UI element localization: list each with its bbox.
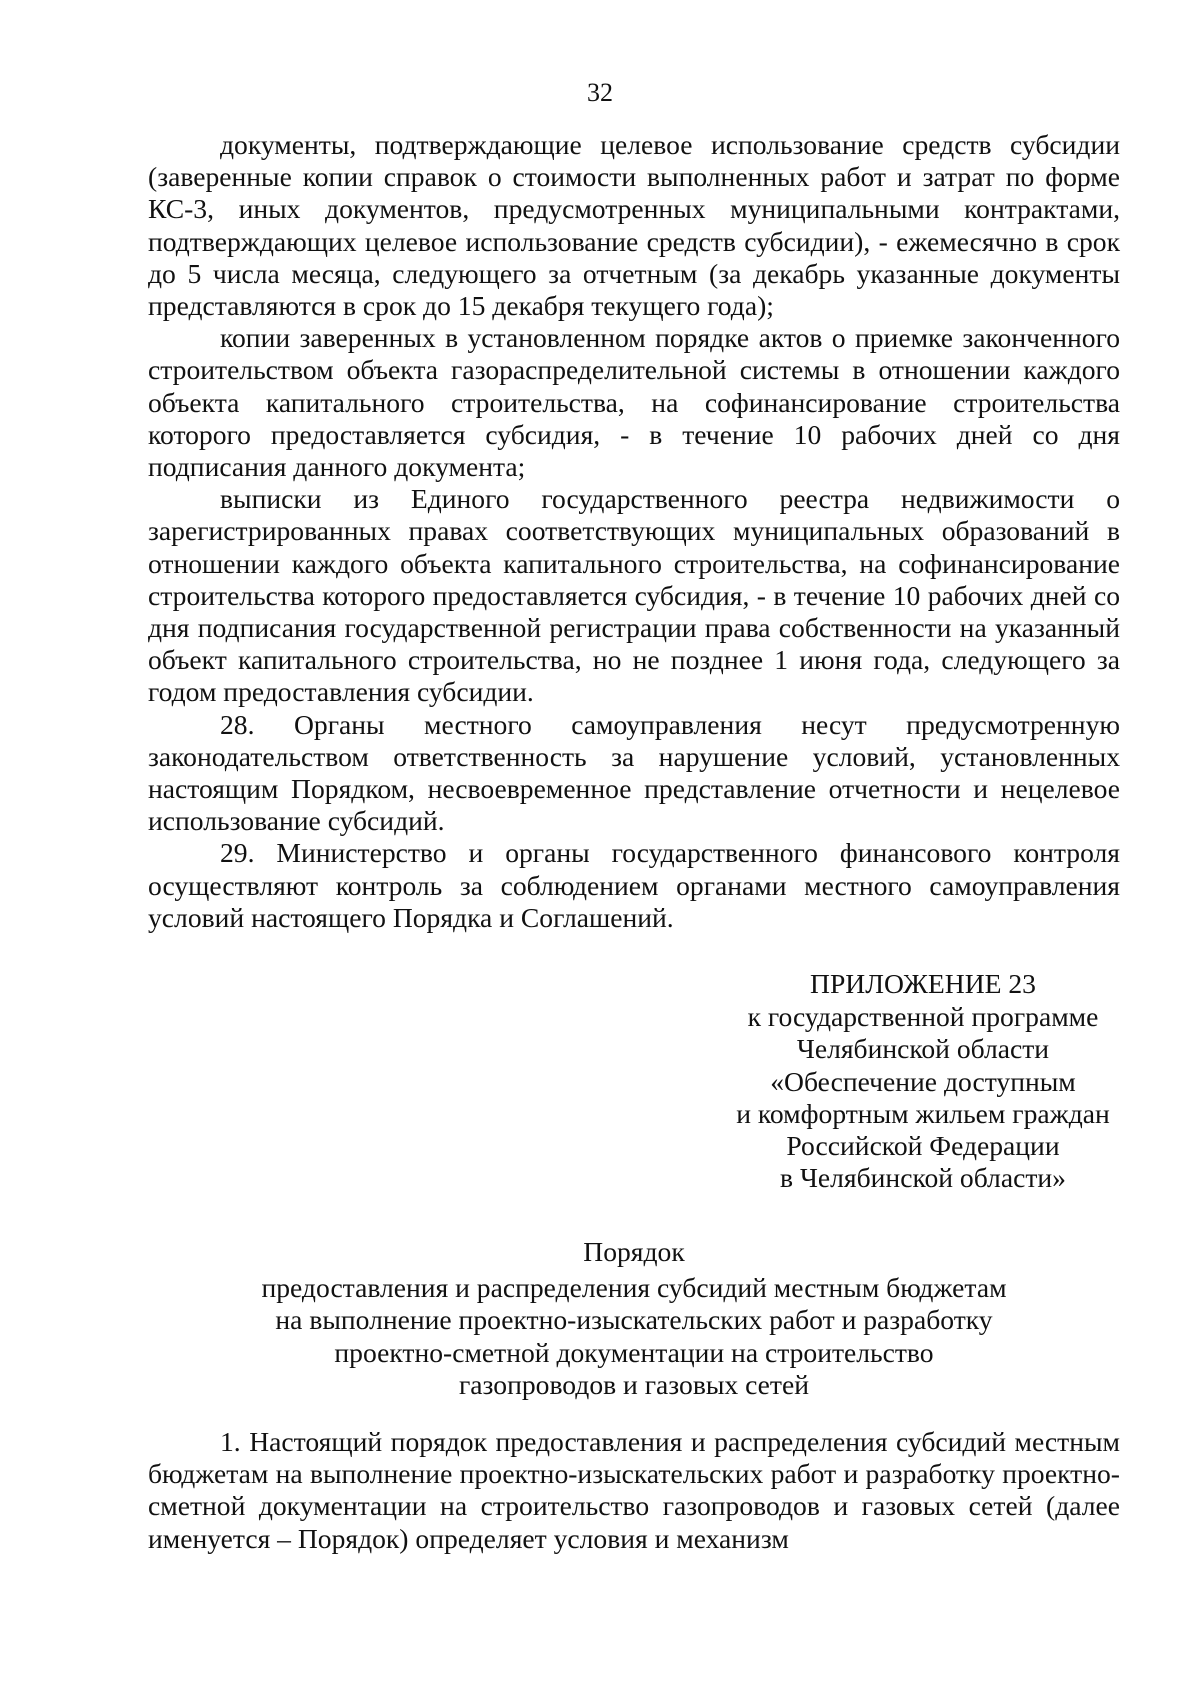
final-text xyxy=(148,1426,1120,1555)
order-title-line: предоставления и распределения субсидий местным бюджетам xyxy=(261,1272,1007,1304)
paragraph-1: 1. Настоящий порядок предоставления и распределения субсидий местным бюджетам на выполнение проектно-изыскательских работ и разработку проектно-сметной документации на строительство газопроводов и газовых сетей (далее именуется – Порядок) определяет условия и механизм xyxy=(148,1426,1120,1554)
order-heading: Порядок xyxy=(583,1236,685,1267)
page-number: 32 xyxy=(587,78,613,107)
appendix-line: Челябинской области xyxy=(796,1033,1050,1065)
appendix-line: и комфортным жильем граждан xyxy=(736,1097,1110,1129)
appendix-line: к государственной программе xyxy=(747,1001,1099,1033)
appendix-line: в Челябинской области» xyxy=(780,1162,1066,1194)
paragraph-28: 28. Органы местного самоуправления несут предусмотренную законодательством ответственность за нарушение условий, установленных настоящим Порядком, несвоевременное представление отчетности и нецелевое использование субсидий. xyxy=(148,708,1120,837)
paragraph-acts-copies: копии заверенных в установленном порядке актов о приемке законченного строительством объекта газораспределительной системы в отношении каждого объекта капитального строительства, на софинансирование строительства которого предоставляется субсидия, - в течение 10 рабочих дней со дня подписания данного документа; xyxy=(148,322,1120,483)
order-title-line: газопроводов и газовых сетей xyxy=(458,1368,809,1400)
paragraph-documents: документы, подтверждающие целевое использование средств субсидии (заверенные копии справок о стоимости выполненных работ и затрат по форме КС-3, иных документов, предусмотренных муниципальными контрактами, подтверждающих целевое использование средств субсидии), - ежемесячно в срок до 5 числа месяца, следующего за отчетным (за декабрь указанные документы представляются в срок до 15 декабря текущего года); xyxy=(148,129,1120,322)
order-title-line: проектно-сметной документации на строительство xyxy=(334,1336,934,1368)
body-text xyxy=(148,129,1120,934)
order-title-line: на выполнение проектно-изыскательских работ и разработку xyxy=(275,1304,993,1336)
appendix-header xyxy=(724,968,1122,1194)
order-title xyxy=(148,1236,1120,1401)
paragraph-29: 29. Министерство и органы государственного финансового контроля осуществляют контроль за соблюдением органами местного самоуправления условий настоящего Порядка и Соглашений. xyxy=(148,837,1120,933)
appendix-title: ПРИЛОЖЕНИЕ 23 xyxy=(810,968,1036,999)
appendix-line: «Обеспечение доступным xyxy=(770,1065,1076,1097)
appendix-line: Российской Федерации xyxy=(786,1130,1060,1162)
paragraph-registry-extracts: выписки из Единого государственного реестра недвижимости о зарегистрированных правах соответствующих муниципальных образований в отношении каждого объекта капитального строительства, на софинансирование строительства которого предоставляется субсидия, - в течение 10 рабочих дней со дня подписания государственной регистрации права собственности на указанный объект капитального строительства, но не позднее 1 июня года, следующего за годом предоставления субсидии. xyxy=(148,483,1120,708)
